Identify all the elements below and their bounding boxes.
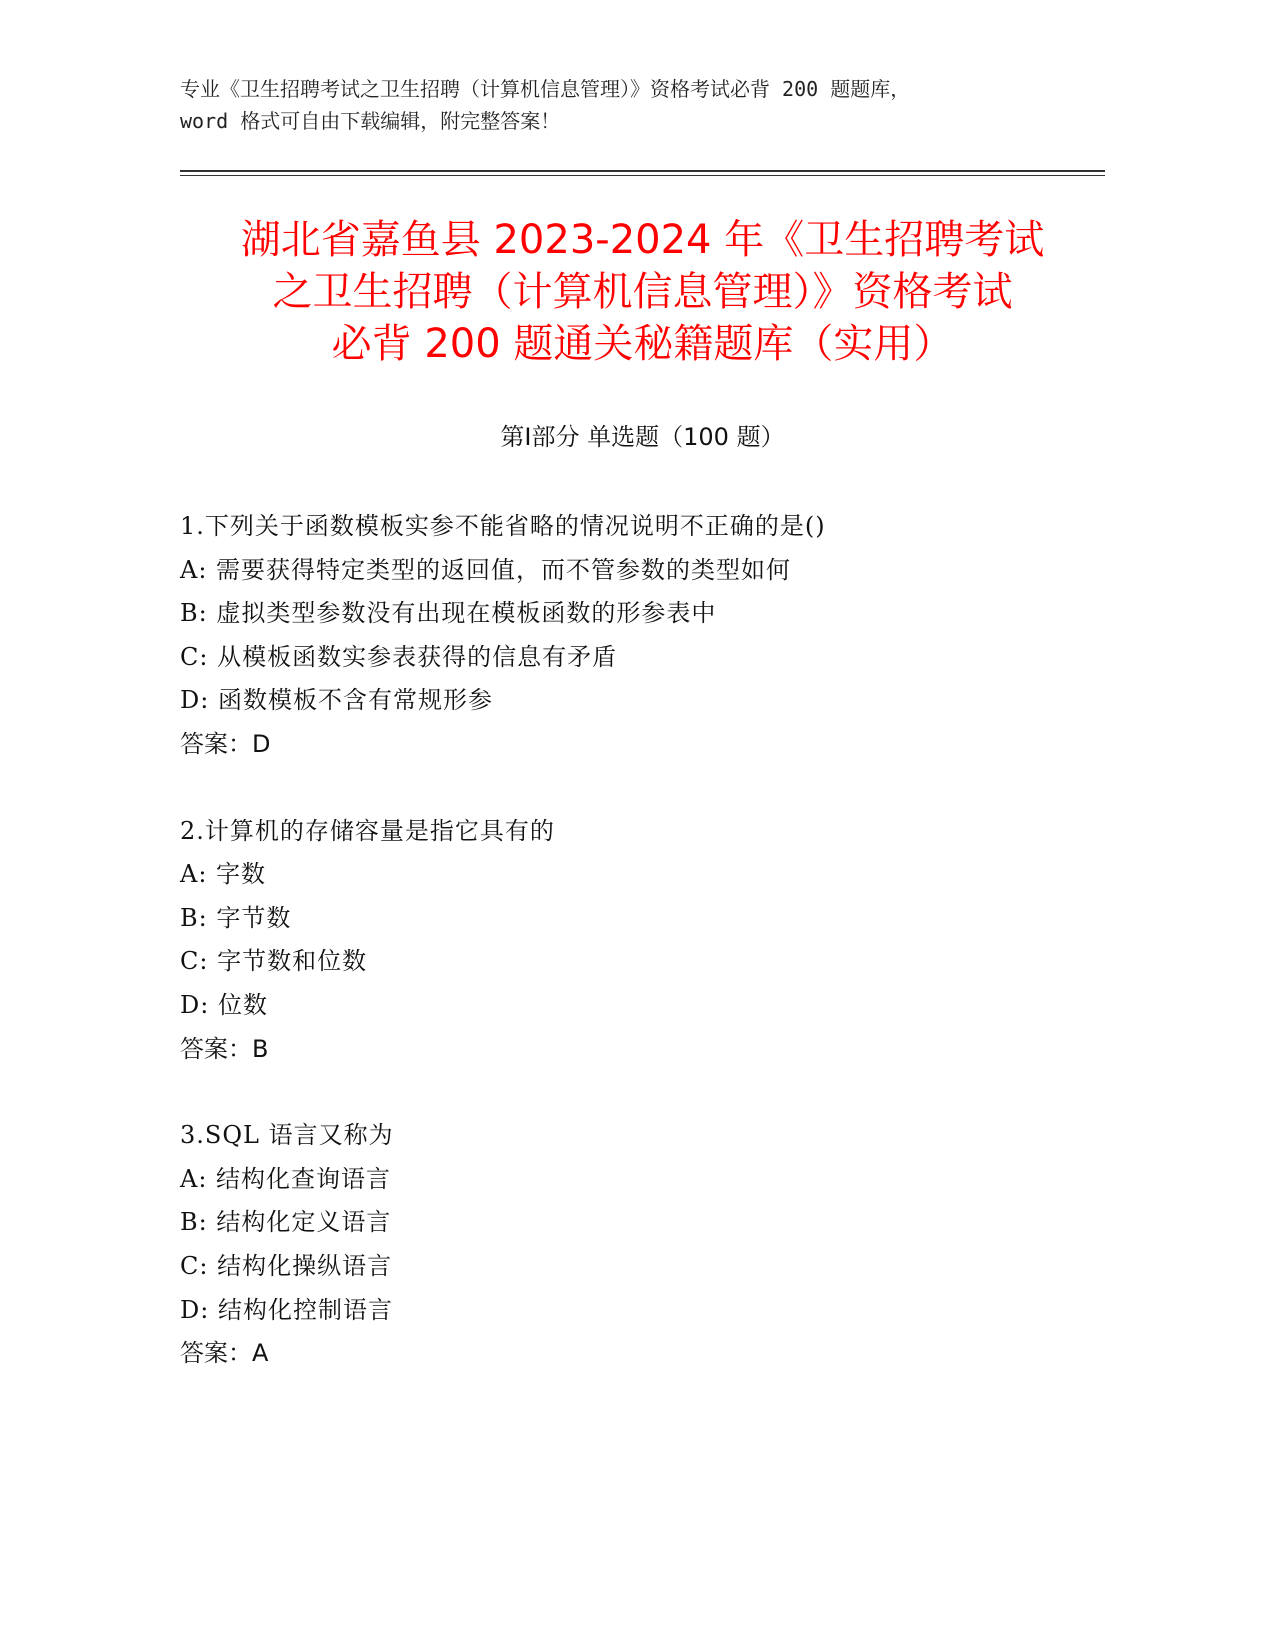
question-list — [180, 505, 1105, 1419]
question-stem: 1.下列关于函数模板实参不能省略的情况说明不正确的是() — [180, 512, 826, 540]
question-stem: 3.SQL 语言又称为 — [180, 1121, 394, 1150]
question-option: D: 函数模板不含有常规形参 — [180, 686, 493, 715]
header-note-line: word 格式可自由下载编辑，附完整答案！ — [180, 109, 561, 133]
question-item — [180, 1114, 1105, 1376]
question-option: A: 结构化查询语言 — [180, 1164, 392, 1193]
question-item — [180, 505, 1105, 767]
question-item — [180, 810, 1105, 1072]
question-option: B: 虚拟类型参数没有出现在模板函数的形参表中 — [180, 599, 717, 628]
question-option: C: 字节数和位数 — [180, 947, 368, 976]
section-title: 第Ⅰ部分 单选题（100 题） — [500, 423, 785, 451]
question-stem: 2.计算机的存储容量是指它具有的 — [180, 816, 555, 845]
question-answer: 答案：B — [180, 1034, 269, 1063]
header-divider-thick — [180, 170, 1105, 172]
question-answer: 答案：A — [180, 1339, 269, 1368]
document-title-line: 必背 200 题通关秘籍题库（实用） — [331, 321, 954, 367]
document-title-line: 之卫生招聘（计算机信息管理）》资格考试 — [272, 269, 1013, 315]
question-answer: 答案：D — [180, 729, 271, 758]
question-option: B: 结构化定义语言 — [180, 1208, 392, 1237]
header-note — [180, 73, 1080, 137]
document-title-line: 湖北省嘉鱼县 2023-2024 年《卫生招聘考试 — [240, 217, 1045, 263]
question-option: A: 需要获得特定类型的返回值，而不管参数的类型如何 — [180, 555, 792, 584]
question-option: C: 从模板函数实参表获得的信息有矛盾 — [180, 642, 618, 671]
question-option: B: 字节数 — [180, 903, 292, 932]
question-option: D: 位数 — [180, 990, 268, 1019]
question-option: C: 结构化操纵语言 — [180, 1251, 393, 1280]
header-divider-thin — [180, 175, 1105, 176]
question-option: D: 结构化控制语言 — [180, 1295, 393, 1324]
header-note-line: 专业《卫生招聘考试之卫生招聘（计算机信息管理）》资格考试必背 200 题题库， — [180, 77, 911, 101]
question-option: A: 字数 — [180, 860, 267, 889]
document-title — [180, 214, 1105, 370]
